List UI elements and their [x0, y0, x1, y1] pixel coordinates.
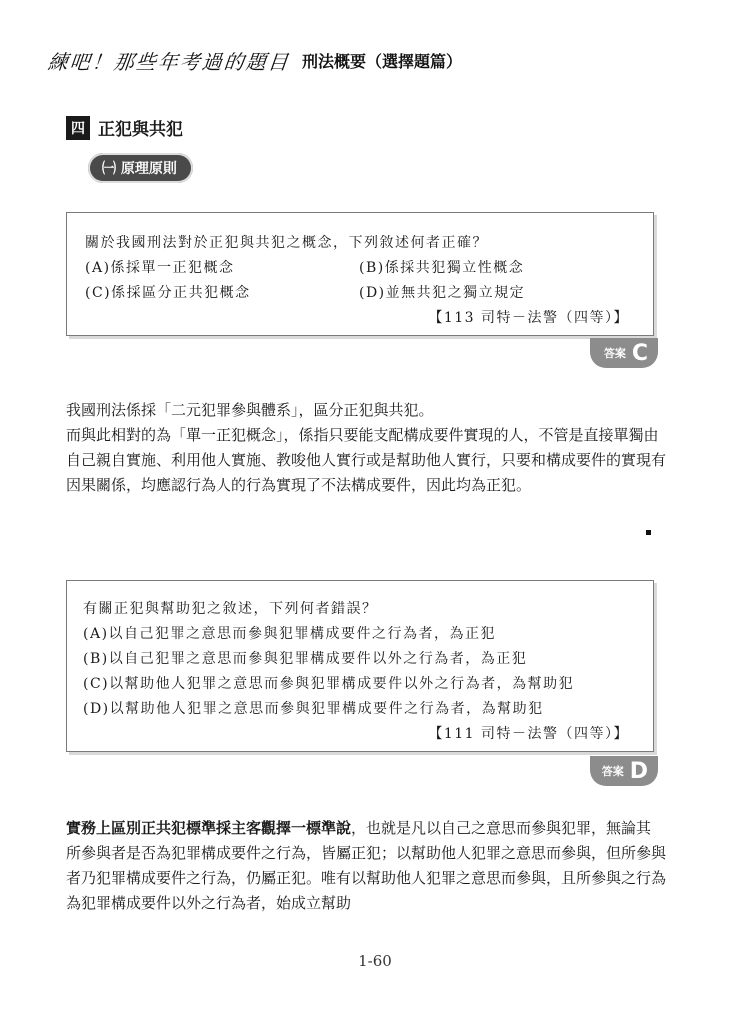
explanation-2	[66, 816, 666, 916]
option-b: (B)係採共犯獨立性概念	[359, 260, 525, 276]
option-a: (A)以自己犯罪之意思而參與犯罪構成要件之行為者，為正犯	[83, 626, 497, 642]
answer-tab-2	[590, 756, 658, 786]
answer-tab-1	[590, 338, 658, 368]
question-source: 【111 司特－法警（四等）】	[428, 726, 629, 742]
explanation-paragraph: 我國刑法係採「二元犯罪參與體系」，區分正犯與共犯。	[66, 401, 434, 419]
subsection-pill: ㈠ 原理原則	[88, 153, 193, 183]
question-source: 【113 司特－法警（四等）】	[428, 310, 629, 326]
option-c: (C)係採區分正共犯概念	[85, 285, 251, 301]
option-d: (D)並無共犯之獨立規定	[359, 285, 526, 301]
answer-label: 答案	[603, 347, 626, 360]
answer-letter: D	[629, 758, 648, 784]
question-stem: 關於我國刑法對於正犯與共犯之概念，下列敘述何者正確？	[85, 235, 488, 251]
option-a: (A)係採單一正犯概念	[85, 260, 235, 276]
end-marker	[646, 530, 651, 535]
option-b: (B)以自己犯罪之意思而參與犯罪構成要件以外之行為者，為正犯	[83, 651, 528, 667]
question-box-2	[66, 580, 654, 752]
answer-letter: C	[631, 340, 648, 366]
page-header	[48, 44, 462, 76]
explanation-1	[66, 398, 666, 498]
section-heading	[66, 115, 183, 140]
section-number-badge: 四	[66, 116, 90, 140]
explanation-text: ，也就是凡以自己之意思而參與犯罪，無論其所參與者是否為犯罪構成要件之行為，皆屬正犯；以幫助他人犯罪之意思而參與，但所參與者乃犯罪構成要件之行為，仍屬正犯。唯有以幫助他人犯罪之意思而參與，且所參與之行為為犯罪構成要件以外之行為者，始成立幫助	[66, 819, 667, 912]
answer-label: 答案	[601, 765, 624, 778]
header-subtitle: 刑法概要（選擇題篇）	[302, 51, 463, 71]
option-d: (D)以幫助他人犯罪之意思而參與犯罪構成要件之行為者，為幫助犯	[83, 701, 544, 717]
question-box-1	[66, 212, 654, 336]
option-c: (C)以幫助他人犯罪之意思而參與犯罪構成要件以外之行為者，為幫助犯	[83, 676, 575, 692]
explanation-bold-lead: 實務上區別正共犯標準採主客觀擇一標準說	[66, 819, 352, 837]
question-stem: 有關正犯與幫助犯之敘述，下列何者錯誤？	[83, 601, 378, 617]
page-number: 1-60	[358, 952, 392, 970]
explanation-paragraph: 而與此相對的為「單一正犯概念」，係指只要能支配構成要件實現的人，不管是直接單獨由自己親自實施、利用他人實施、教唆他人實行或是幫助他人實行，只要和構成要件的實現有因果關係，均應認行為人的行為實現了不法構成要件，因此均為正犯。	[66, 426, 667, 494]
section-title: 正犯與共犯	[98, 120, 183, 140]
header-handwritten-title: 練吧！那些年考過的題目	[46, 49, 292, 74]
